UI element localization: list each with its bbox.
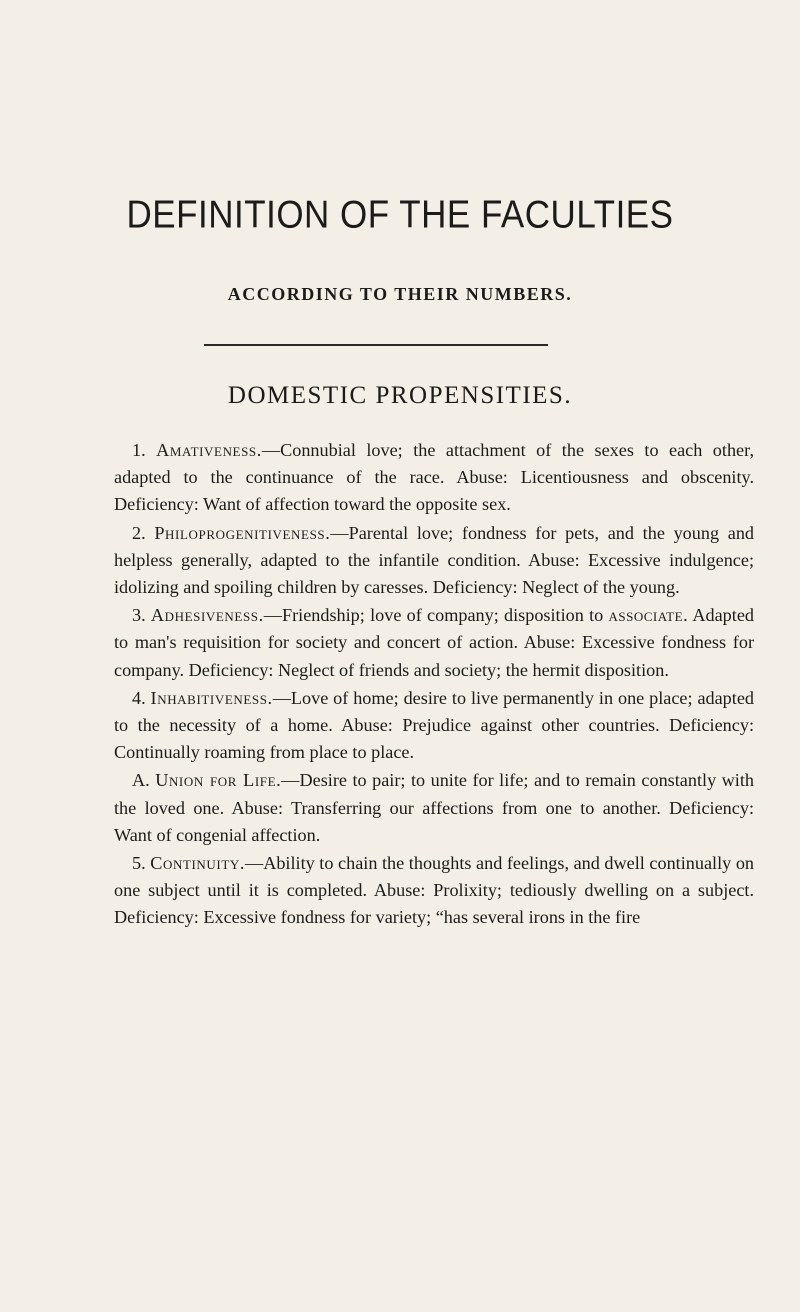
entry-number: A. bbox=[132, 770, 150, 791]
entry-text: —Love of home; desire to live permanently in one place; adapted to the necessity of a home. Abuse: Prejudice against other countries. Deficiency: Continually roaming from place to place. bbox=[114, 687, 754, 763]
faculty-entry-philoprogenitiveness bbox=[114, 520, 754, 602]
entry-text: —Desire to pair; to unite for life; and to remain constantly with the loved one. Abuse: Transferring our affections from one to another. Deficiency: Want of congenial affection. bbox=[114, 770, 755, 845]
entry-text-continued: Adapted to man's requisition for society and concert of action. Abuse: Excessive fondness for company. Deficiency: Neglect of friends and society; the hermit disposition. bbox=[114, 605, 754, 680]
entry-number: 4. bbox=[132, 687, 146, 708]
section-divider bbox=[204, 344, 548, 346]
entry-name: Union for Life. bbox=[155, 770, 282, 791]
section-heading: DOMESTIC PROPENSITIES. bbox=[227, 382, 573, 409]
entry-text: —Ability to chain the thoughts and feelings, and dwell continually on one subject until it is completed. Abuse: Prolixity; tediously dwelling on a subject. Deficiency: Excessive fondness for variety; “has several irons in the fire bbox=[114, 853, 755, 928]
entry-name: Amativeness. bbox=[156, 440, 262, 460]
entry-name: Adhesiveness. bbox=[150, 605, 264, 626]
faculty-entry-inhabitiveness bbox=[114, 685, 754, 767]
entry-text: —Connubial love; the attachment of the sexes to each other, adapted to the continuance of the race. Abuse: Licentiousness and obscenity. Deficiency: Want of affection toward the opposite sex. bbox=[114, 440, 754, 515]
page-title: DEFINITION OF THE FACULTIES bbox=[126, 192, 674, 237]
faculty-entry-union-for-life bbox=[114, 767, 754, 849]
entry-number: 5. bbox=[132, 853, 146, 874]
entry-emphasis: associate. bbox=[608, 605, 689, 626]
faculty-definitions bbox=[114, 437, 754, 933]
entry-number: 2. bbox=[132, 522, 146, 543]
entry-name: Inhabitiveness. bbox=[150, 687, 273, 708]
faculty-entry-amativeness bbox=[114, 437, 754, 519]
entry-number: 3. bbox=[132, 605, 146, 626]
entry-number: 1. bbox=[132, 440, 146, 460]
entry-name: Philoprogenitiveness. bbox=[154, 522, 331, 543]
faculty-entry-continuity bbox=[114, 850, 754, 932]
entry-text: —Friendship; love of company; disposition to bbox=[263, 605, 609, 626]
entry-name: Continuity. bbox=[150, 853, 245, 874]
faculty-entry-adhesiveness bbox=[114, 602, 754, 684]
page-subtitle: ACCORDING TO THEIR NUMBERS. bbox=[227, 284, 573, 304]
entry-text: —Parental love; fondness for pets, and the young and helpless generally, adapted to the infantile condition. Abuse: Excessive indulgence; idolizing and spoiling children by caresses. Deficiency: Neglect of the young. bbox=[114, 522, 755, 598]
